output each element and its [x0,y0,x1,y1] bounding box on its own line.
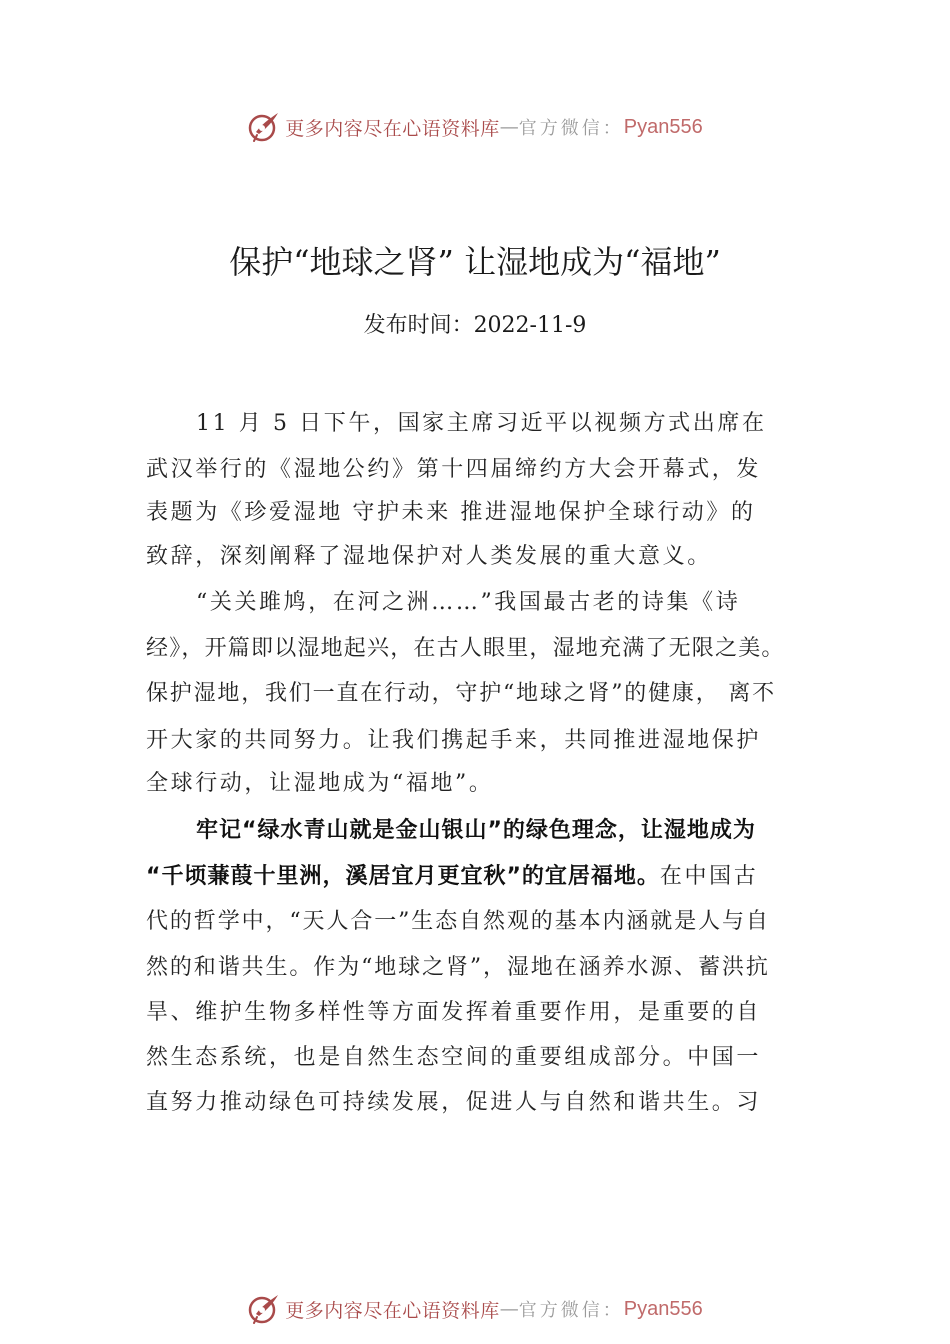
paragraph-line: 表题为《珍爱湿地 守护未来 推进湿地保护全球行动》的 [146,500,756,525]
banner-text: 更多内容尽在心语资料库 [285,1299,500,1322]
paragraph-bold-line: 牢记“绿水青山就是金山银山”的绿色理念，让湿地成为 [196,818,756,843]
bold-text: “千顷蒹葭十里洲，溪居宜月更宜秋”的宜居福地。 [146,864,660,889]
banner-label: 官方微信： [518,118,624,139]
regular-text: 在中国古 [659,864,759,889]
banner-text: 更多内容尽在心语资料库 [285,117,500,140]
paragraph-line: 经》，开篇即以湿地起兴，在古人眼里，湿地充满了无限之美。 [146,636,785,661]
paragraph-line: “关关雎鸠，在河之洲……”我国最古老的诗集《诗 [196,590,741,615]
page-title: 保护“地球之肾” 让湿地成为“福地” [229,243,721,281]
banner-separator: — [499,1298,519,1320]
paragraph-line-mixed [146,862,758,892]
paragraph-line: 致辞，深刻阐释了湿地保护对人类发展的重大意义。 [146,544,712,569]
banner-separator: — [499,116,519,138]
paragraph-line: 开大家的共同努力。让我们携起手来，共同推进湿地保护 [146,728,762,753]
paragraph-line: 全球行动，让湿地成为“福地”。 [146,771,494,796]
paragraph-line: 11 月 5 日下午，国家主席习近平以视频方式出席在 [196,411,767,436]
paragraph-line: 武汉举行的《湿地公约》第十四届缔约方大会开幕式，发 [146,457,762,482]
publish-date: 发布时间：2022-11-9 [363,313,587,338]
banner-wechat-id: Pyan556 [623,1297,703,1320]
paragraph-line: 直努力推动绿色可持续发展，促进人与自然和谐共生。习 [146,1090,762,1115]
quill-logo-icon [247,1292,281,1326]
paragraph-line: 保护湿地，我们一直在行动，守护“地球之肾”的健康， 离不 [146,681,776,706]
header-banner [0,107,950,147]
quill-logo-icon [247,110,281,144]
banner-label: 官方微信： [518,1300,624,1321]
paragraph-line: 代的哲学中，“天人合一”生态自然观的基本内涵就是人与自 [146,909,770,934]
banner-wechat-id: Pyan556 [623,115,703,138]
paragraph-line: 旱、维护生物多样性等方面发挥着重要作用，是重要的自 [146,1000,762,1025]
paragraph-line: 然的和谐共生。作为“地球之肾”，湿地在涵养水源、蓄洪抗 [146,955,770,980]
paragraph-line: 然生态系统，也是自然生态空间的重要组成部分。中国一 [146,1045,762,1070]
footer-banner [0,1289,950,1329]
